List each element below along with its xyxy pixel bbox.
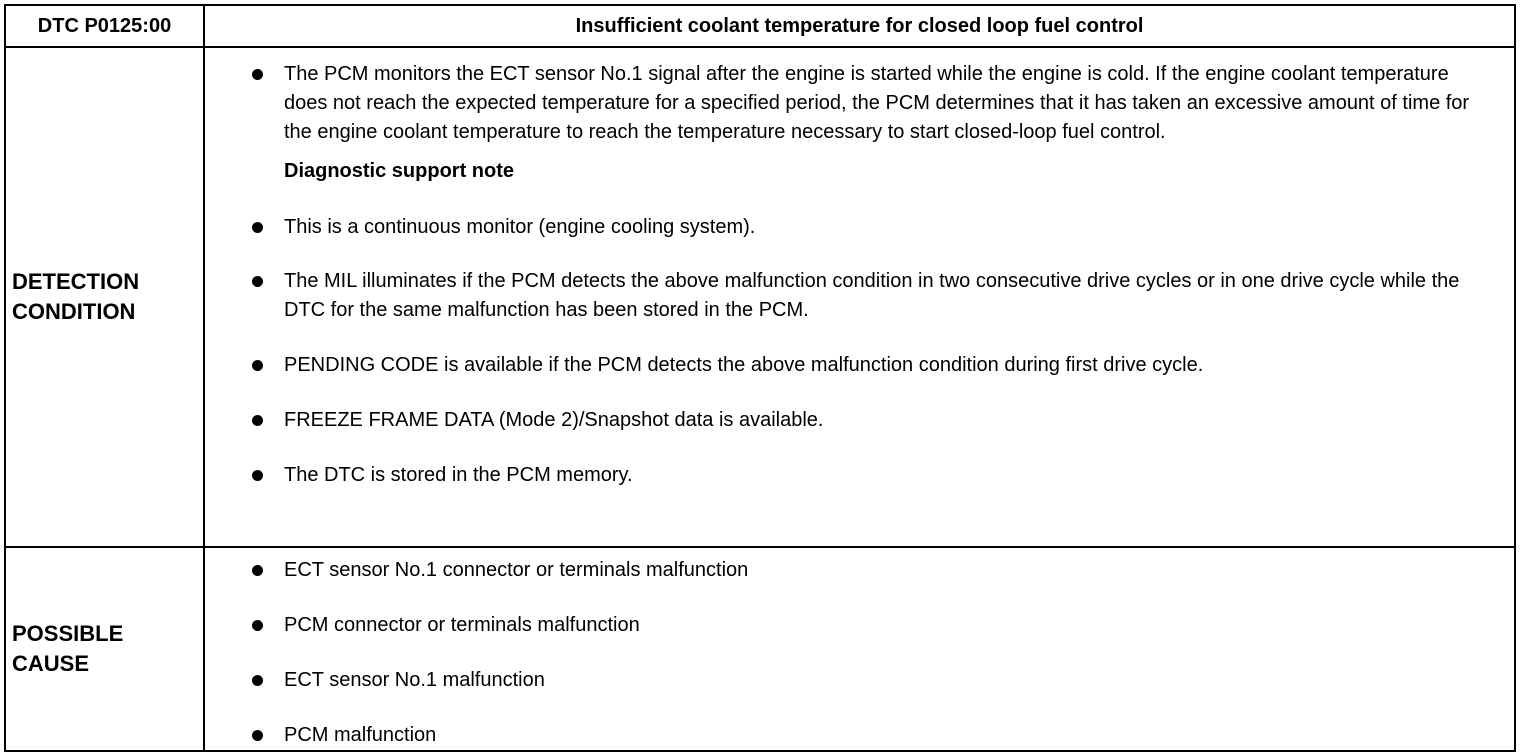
- possible-cause-content: [204, 547, 1515, 751]
- possible-cause-label-line1: POSSIBLE: [12, 621, 124, 646]
- cause-item-2: PCM connector or terminals malfunction: [284, 614, 640, 636]
- possible-cause-label-line2: CAUSE: [12, 651, 90, 676]
- detection-bullet-6: The DTC is stored in the PCM memory.: [284, 464, 633, 486]
- bullet-icon: [252, 276, 263, 287]
- cause-item-4: PCM malfunction: [284, 724, 437, 746]
- list-item: [205, 406, 1514, 435]
- detection-bullet-5: FREEZE FRAME DATA (Mode 2)/Snapshot data is available.: [284, 409, 824, 431]
- detection-list: [205, 48, 1514, 490]
- bullet-icon: [252, 565, 263, 576]
- detection-label: [5, 47, 204, 547]
- list-item: [205, 267, 1514, 325]
- detection-label-line2: CONDITION: [12, 299, 136, 324]
- detection-label-line1: DETECTION: [12, 269, 140, 294]
- bullet-icon: [252, 222, 263, 233]
- possible-cause-list: [205, 548, 1514, 750]
- detection-row: [5, 47, 1515, 547]
- list-item: [205, 351, 1514, 380]
- detection-bullet-4: PENDING CODE is available if the PCM detects the above malfunction condition during first drive cycle.: [284, 354, 1204, 376]
- list-item: [205, 721, 1514, 750]
- possible-cause-row: [5, 547, 1515, 751]
- possible-cause-label: [5, 547, 204, 751]
- bullet-icon: [252, 470, 263, 481]
- list-item: [205, 666, 1514, 695]
- bullet-icon: [252, 69, 263, 80]
- list-item: [205, 60, 1514, 147]
- header-row: [5, 5, 1515, 47]
- dtc-table: [4, 4, 1516, 752]
- bullet-icon: [252, 675, 263, 686]
- detection-bullet-1: The PCM monitors the ECT sensor No.1 signal after the engine is started while the engine is cold. If the engine coolant temperature does not reach the expected temperature for a specified period, the PCM determines that it has taken an excessive amount of time for the engine coolant temperature to reach the temperature necessary to start closed-loop fuel control.: [284, 63, 1470, 143]
- detection-bullet-2: This is a continuous monitor (engine cooling system).: [284, 216, 756, 238]
- bullet-icon: [252, 415, 263, 426]
- bullet-icon: [252, 730, 263, 741]
- detection-content: [204, 47, 1515, 547]
- list-item: [205, 461, 1514, 490]
- dtc-title: Insufficient coolant temperature for closed loop fuel control: [204, 5, 1515, 47]
- cause-item-3: ECT sensor No.1 malfunction: [284, 669, 545, 691]
- detection-bullet-3: The MIL illuminates if the PCM detects the above malfunction condition in two consecutive drive cycles or in one drive cycle while the DTC for the same malfunction has been stored in the PCM.: [284, 270, 1460, 321]
- bullet-icon: [252, 360, 263, 371]
- list-item: [205, 611, 1514, 640]
- diagnostic-support-note-heading: Diagnostic support note: [284, 160, 514, 182]
- dtc-code: DTC P0125:00: [5, 5, 204, 47]
- bullet-icon: [252, 620, 263, 631]
- list-item: [205, 556, 1514, 585]
- list-item: [205, 213, 1514, 242]
- cause-item-1: ECT sensor No.1 connector or terminals malfunction: [284, 559, 749, 581]
